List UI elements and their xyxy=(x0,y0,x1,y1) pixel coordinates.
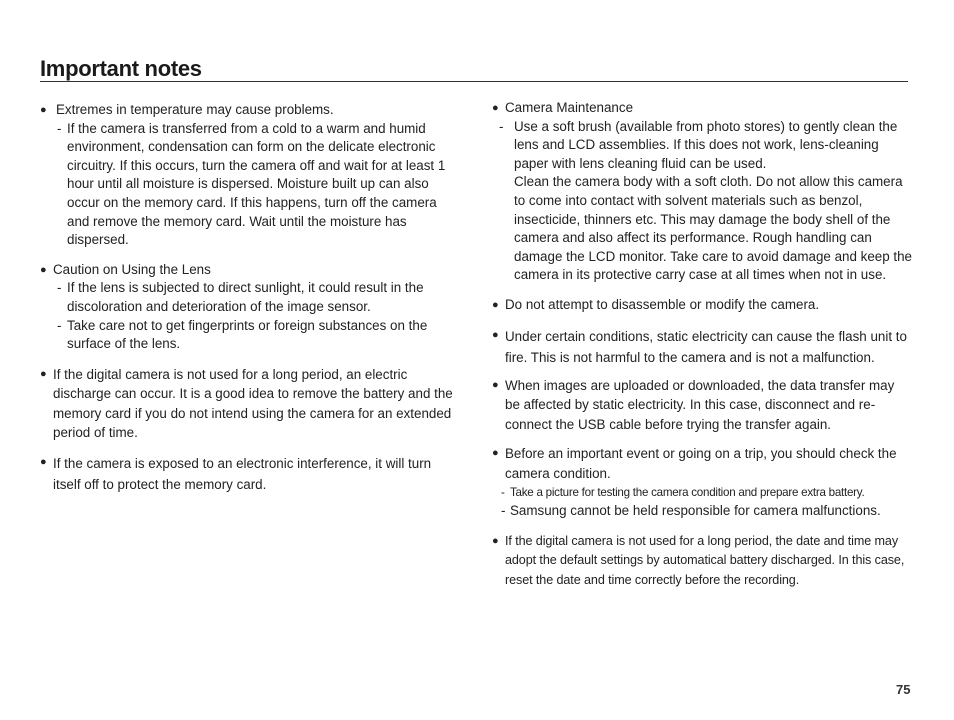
note-heading: Extremes in temperature may cause problems. xyxy=(56,102,334,117)
dash-icon: - xyxy=(501,485,505,499)
note-long-period xyxy=(40,365,458,443)
dash-icon: - xyxy=(499,118,504,134)
bullet-icon: ● xyxy=(40,263,47,276)
note-sub-text: Take a picture for testing the camera condition and prepare extra battery. xyxy=(510,485,865,499)
note-heading: Caution on Using the Lens xyxy=(53,261,211,277)
bullet-icon: ● xyxy=(492,378,499,391)
bullet-icon: ● xyxy=(40,104,47,116)
right-column xyxy=(492,99,912,590)
note-before-event xyxy=(492,444,912,520)
note-sub-text: Samsung cannot be held responsible for camera malfunctions. xyxy=(510,503,881,519)
dash-icon: - xyxy=(57,120,62,136)
bullet-icon: ● xyxy=(492,447,499,460)
note-interference xyxy=(40,453,458,495)
note-disassemble xyxy=(492,296,912,315)
bullet-icon: ● xyxy=(40,367,47,380)
bullet-icon: ● xyxy=(492,534,499,547)
bullet-icon: ● xyxy=(492,102,499,114)
note-sub-text: Clean the camera body with a soft cloth. Do not allow this camera to come into contact with solvent materials such as benzol, insecticide, thinners etc. This may damage the body shell of the camera and also affect its performance. Rough handling can damage the LCD monitor. Take care to avoid damage and keep the camera in its protective carry case at all times when not in use. xyxy=(514,174,913,283)
dash-icon: - xyxy=(57,280,62,296)
note-sub-text: If the lens is subjected to direct sunlight, it could result in the discoloration and deterioration of the image sensor. xyxy=(67,280,424,314)
note-sub-item xyxy=(502,484,912,503)
page-title: Important notes xyxy=(40,56,202,81)
page-number: 75 xyxy=(896,682,911,697)
note-heading: When images are uploaded or downloaded, the data transfer may be affected by static electricity. In this case, disconnect and re-connect the USB cable before trying the transfer again. xyxy=(505,377,895,432)
bullet-icon: ● xyxy=(492,328,499,341)
note-sub-item xyxy=(53,279,458,316)
title-rule xyxy=(40,81,908,82)
note-sub-item xyxy=(501,118,912,285)
note-lens xyxy=(40,261,458,354)
dash-icon: - xyxy=(501,503,506,519)
left-column xyxy=(40,101,458,495)
note-date-time xyxy=(492,532,912,591)
note-heading: If the digital camera is not used for a long period, the date and time may adopt the default settings by automatical battery discharged. In this case, reset the date and time correctly before the recording. xyxy=(505,533,905,587)
note-temperature xyxy=(40,101,458,250)
note-static-flash xyxy=(492,326,912,368)
note-heading: Camera Maintenance xyxy=(505,100,634,115)
note-sub-item xyxy=(53,120,458,250)
dash-icon: - xyxy=(57,317,62,333)
note-sub-text: Take care not to get fingerprints or foreign substances on the surface of the lens. xyxy=(67,317,428,352)
note-sub-item xyxy=(53,317,458,354)
note-heading: Under certain conditions, static electricity can cause the flash unit to fire. This is not harmful to the camera and is not a malfunction. xyxy=(505,328,907,365)
bullet-icon: ● xyxy=(40,456,47,469)
note-maintenance xyxy=(492,99,912,285)
note-heading: If the camera is exposed to an electronic interference, it will turn itself off to protect the memory card. xyxy=(53,456,432,493)
note-heading: Before an important event or going on a trip, you should check the camera condition. xyxy=(505,446,897,481)
note-sub-text: Use a soft brush (available from photo stores) to gently clean the lens and LCD assemblies. If this does not work, lens-cleaning paper with lens cleaning fluid can be used. xyxy=(514,118,898,171)
note-sub-item xyxy=(502,502,912,521)
bullet-icon: ● xyxy=(492,298,499,311)
note-heading: If the digital camera is not used for a long period, an electric discharge can occur. It is a good idea to remove the battery and the memory card if you do not intend using the camera for an extended period of time. xyxy=(53,366,453,440)
note-heading: Do not attempt to disassemble or modify the camera. xyxy=(505,296,820,312)
note-sub-text: If the camera is transferred from a cold to a warm and humid environment, condensation can form on the delicate electronic circuitry. If this occurs, turn the camera off and wait for at least 1 hour until all moisture is dispersed. Moisture built up can also occur on the memory card. If this happens, turn off the camera and remove the memory card. Wait until the moisture has dispersed. xyxy=(67,120,446,248)
note-data-transfer xyxy=(492,376,912,435)
